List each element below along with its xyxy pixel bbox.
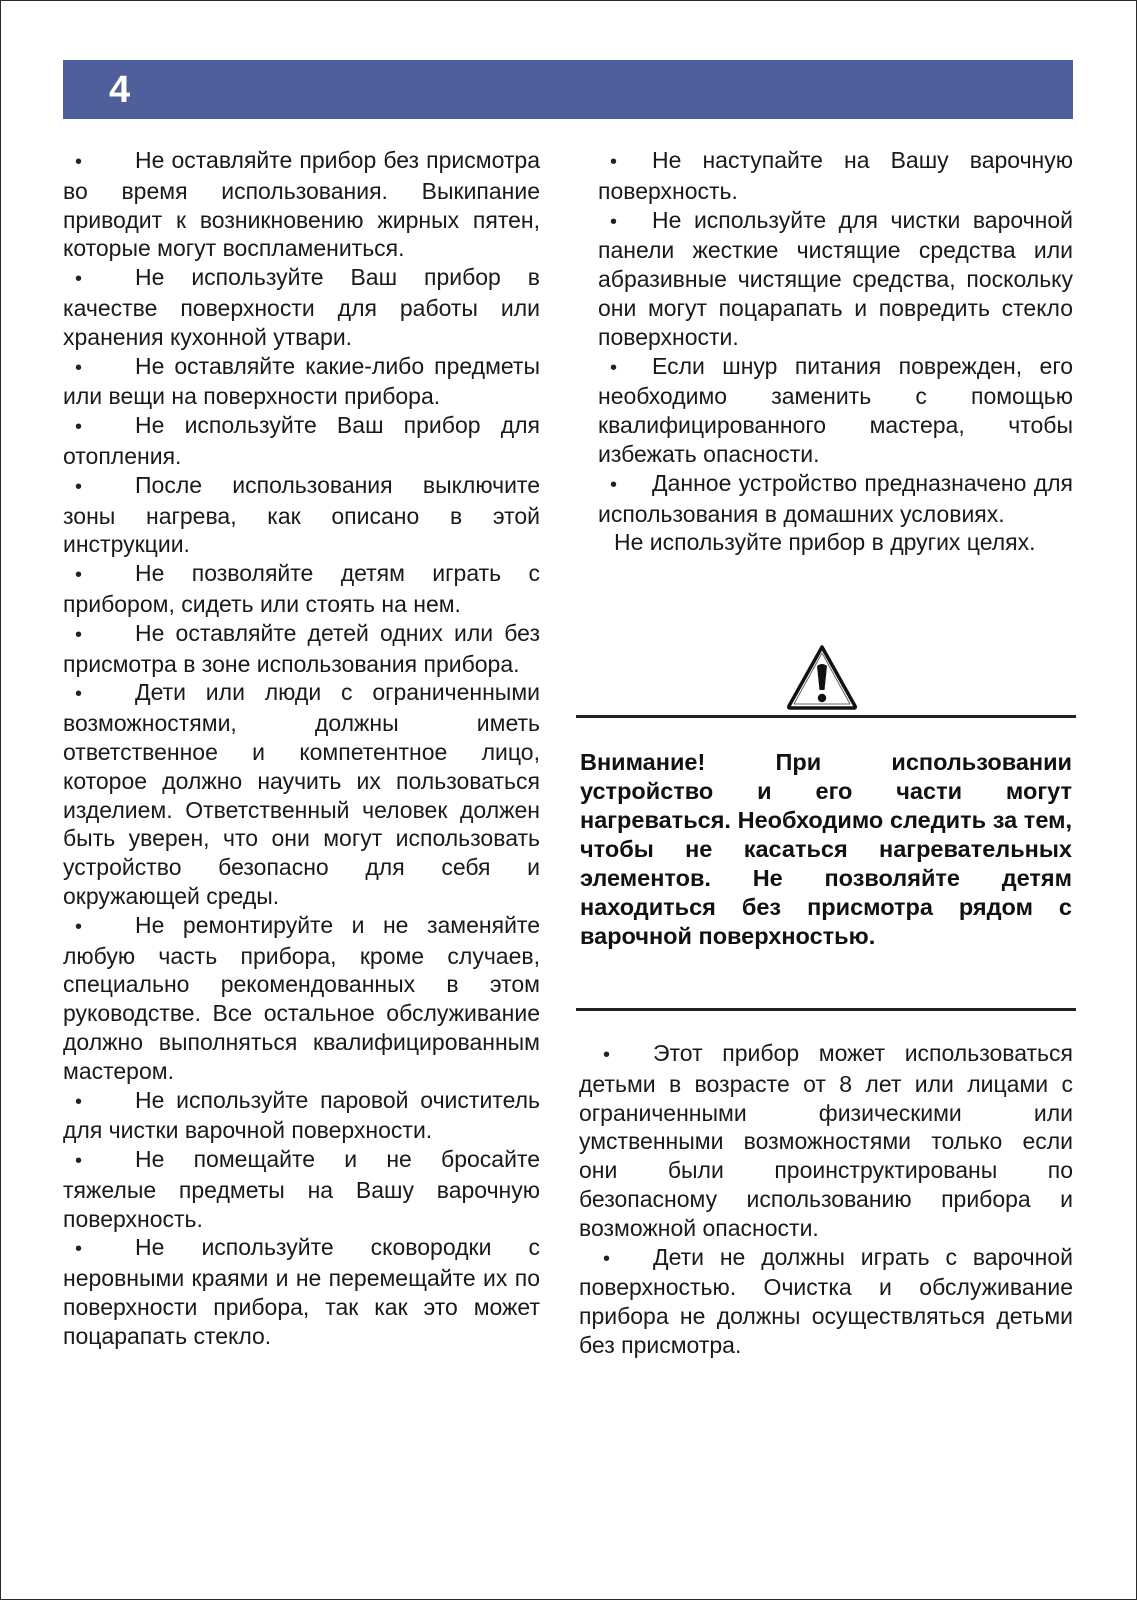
divider <box>576 1008 1076 1011</box>
list-item-text: Не оставляйте детей одних или без присмотра в зоне использования прибора. <box>63 619 540 677</box>
trailing-paragraph: Не используйте прибор в других целях. <box>614 529 1036 556</box>
left-column <box>63 146 540 1351</box>
list-item-text: Не наступайте на Вашу варочную поверхность. <box>598 147 1073 204</box>
bullet-icon: • <box>75 683 83 706</box>
bullet-icon: • <box>610 151 618 173</box>
divider <box>576 715 1076 718</box>
bullet-icon: • <box>603 1044 611 1066</box>
list-item <box>63 1086 540 1146</box>
list-item-text: Не оставляйте прибор без присмотра во время использования. Выкипание приводит к возникновению жирных пятен, которые могут воспламениться. <box>63 147 540 262</box>
list-item-text: Не используйте Ваш прибор в качестве поверхности для работы или хранения кухонной утвари. <box>63 264 540 350</box>
list-item-text: Не используйте Ваш прибор для отопления. <box>63 412 540 469</box>
list-item <box>63 263 540 351</box>
list-item <box>63 1145 540 1233</box>
list-item <box>63 619 540 679</box>
list-item <box>63 146 540 263</box>
list-item-text: Не используйте для чистки варочной панели жесткие чистящие средства или абразивные чистящие средства, поскольку они могут поцарапать и повредить стекло поверхности. <box>598 206 1073 350</box>
bullet-icon: • <box>75 356 83 379</box>
list-item-text: Дети не должны играть с варочной поверхностью. Очистка и обслуживание прибора не должны осуществляться детьми без присмотра. <box>579 1243 1073 1358</box>
bullet-icon: • <box>75 564 83 587</box>
bullet-icon: • <box>75 475 83 498</box>
list-item-text: Не позволяйте детям играть с прибором, сидеть или стоять на нем. <box>63 560 540 617</box>
bullet-icon: • <box>75 1090 83 1113</box>
list-item-text: Не используйте сковородки с неровными краями и не перемещайте их по поверхности прибора, так как это может поцарапать стекло. <box>63 1234 540 1349</box>
list-item <box>598 206 1073 352</box>
list-item <box>63 1233 540 1350</box>
list-item-text: Этот прибор может использоваться детьми в возрасте от 8 лет или лицами с ограниченными физическими или умственными возможностями только если они были проинструктированы по безопасному использованию прибора и возможной опасности. <box>579 1040 1073 1241</box>
right-column-bottom <box>579 1039 1073 1360</box>
bullet-icon: • <box>75 1238 83 1261</box>
exclamation-triangle-icon <box>786 644 858 710</box>
list-item-text: Не ремонтируйте и не заменяйте любую часть прибора, кроме случаев, специально рекомендованных в этом руководстве. Все остальное обслуживание должно выполняться квалифицированным мастером. <box>63 911 540 1084</box>
bullet-icon: • <box>610 473 618 496</box>
header-bar <box>63 60 1073 119</box>
list-item <box>598 469 1073 529</box>
list-item-text: Не помещайте и не бросайте тяжелые предметы на Вашу варочную поверхность. <box>63 1146 540 1232</box>
list-item-text: Не оставляйте какие-либо предметы или вещи на поверхности прибора. <box>63 352 540 410</box>
bullet-icon: • <box>75 1150 83 1173</box>
list-item <box>598 146 1073 206</box>
bullet-icon: • <box>75 151 83 173</box>
list-item <box>63 352 540 412</box>
list-item <box>63 411 540 471</box>
right-column-top <box>598 146 1073 557</box>
list-item <box>63 678 540 910</box>
list-item <box>63 471 540 559</box>
list-item <box>579 1039 1073 1243</box>
list-item-text: Дети или люди с ограниченными возможностями, должны иметь ответственное и компетентное лицо, которое должно научить их пользоваться изделием. Ответственный человек должен быть уверен, что они могут использовать устройство безопасно для себя и окружающей среды. <box>63 679 540 909</box>
bullet-icon: • <box>75 416 83 439</box>
list-item <box>579 1243 1073 1360</box>
list-item-text: Данное устройство предназначено для использования в домашних условиях. <box>598 469 1073 527</box>
list-item <box>598 352 1073 469</box>
bullet-icon: • <box>610 356 618 379</box>
bullet-icon: • <box>75 623 83 646</box>
list-item-text: Не используйте паровой очиститель для чистки варочной поверхности. <box>63 1086 540 1144</box>
list-item-text: После использования выключите зоны нагрева, как описано в этой инструкции. <box>63 471 540 558</box>
bullet-icon: • <box>75 268 83 291</box>
list-item <box>63 559 540 619</box>
bullet-icon: • <box>75 915 83 938</box>
list-item-text: Если шнур питания поврежден, его необходимо заменить с помощью квалифицированного мастера, чтобы избежать опасности. <box>598 352 1073 467</box>
bullet-icon: • <box>610 210 618 233</box>
warning-text: Внимание! При использовании устройство и его части могут нагреваться. Необходимо следить за тем, чтобы не касаться нагревательных элементов. Не позволяйте детям находиться без присмотра рядом с варочной поверхностью. <box>580 749 1072 949</box>
page-number: 4 <box>109 69 131 111</box>
bullet-icon: • <box>603 1247 611 1270</box>
list-item <box>63 911 540 1086</box>
